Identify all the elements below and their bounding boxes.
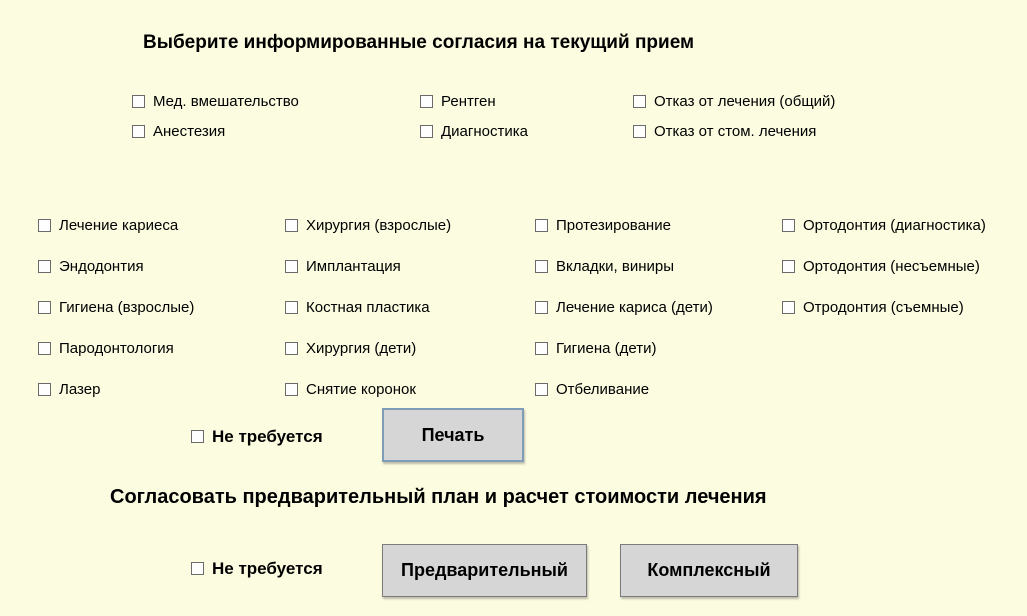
checkbox-implantation[interactable] (285, 246, 451, 287)
checkbox-label: Пародонтология (59, 340, 174, 357)
main-consents-column-3 (535, 205, 713, 410)
checkbox-box[interactable] (535, 383, 548, 396)
checkbox-box[interactable] (38, 301, 51, 314)
checkbox-prosthetics[interactable] (535, 205, 713, 246)
checkbox-label: Не требуется (212, 558, 323, 578)
top-consents-column-2 (420, 86, 528, 146)
checkbox-box[interactable] (132, 125, 145, 138)
checkbox-label: Отродонтия (съемные) (803, 299, 964, 316)
checkbox-box[interactable] (285, 383, 298, 396)
checkbox-treatment-refusal-general[interactable] (633, 86, 835, 116)
checkbox-medical-intervention[interactable] (132, 86, 299, 116)
checkbox-label: Ортодонтия (диагностика) (803, 217, 986, 234)
checkbox-label: Костная пластика (306, 299, 430, 316)
main-consents-column-2 (285, 205, 451, 410)
checkbox-label: Хирургия (дети) (306, 340, 417, 357)
checkbox-box[interactable] (191, 562, 204, 575)
checkbox-box[interactable] (633, 95, 646, 108)
checkbox-box[interactable] (420, 95, 433, 108)
checkbox-box[interactable] (782, 301, 795, 314)
checkbox-label: Рентген (441, 92, 496, 110)
print-button[interactable]: Печать (382, 408, 524, 462)
checkbox-box[interactable] (633, 125, 646, 138)
main-consents-column-4 (782, 205, 986, 328)
main-consents-column-1 (38, 205, 194, 410)
checkbox-periodontology[interactable] (38, 328, 194, 369)
checkbox-surgery-adults[interactable] (285, 205, 451, 246)
checkbox-whitening[interactable] (535, 369, 713, 410)
checkbox-box[interactable] (38, 219, 51, 232)
checkbox-box[interactable] (132, 95, 145, 108)
checkbox-caries-treatment-children[interactable] (535, 287, 713, 328)
checkbox-box[interactable] (285, 219, 298, 232)
complex-plan-button[interactable]: Комплексный (620, 544, 798, 597)
checkbox-label: Вкладки, виниры (556, 258, 674, 275)
checkbox-label: Диагностика (441, 122, 528, 140)
checkbox-box[interactable] (38, 342, 51, 355)
checkbox-box[interactable] (285, 260, 298, 273)
checkbox-caries-treatment[interactable] (38, 205, 194, 246)
checkbox-box[interactable] (38, 260, 51, 273)
checkbox-diagnostics[interactable] (420, 116, 528, 146)
checkbox-box[interactable] (535, 260, 548, 273)
checkbox-box[interactable] (535, 219, 548, 232)
checkbox-box[interactable] (420, 125, 433, 138)
checkbox-orthodontics-removable[interactable] (782, 287, 986, 328)
checkbox-label: Эндодонтия (59, 258, 144, 275)
preliminary-plan-button[interactable]: Предварительный (382, 544, 587, 597)
checkbox-crown-removal[interactable] (285, 369, 451, 410)
checkbox-box[interactable] (535, 301, 548, 314)
checkbox-label: Лечение кариса (дети) (556, 299, 713, 316)
checkbox-box[interactable] (782, 260, 795, 273)
checkbox-hygiene-children[interactable] (535, 328, 713, 369)
checkbox-label: Ортодонтия (несъемные) (803, 258, 980, 275)
checkbox-label: Мед. вмешательство (153, 92, 299, 110)
checkbox-plan-not-required[interactable] (191, 555, 323, 581)
checkbox-box[interactable] (285, 301, 298, 314)
page-title: Выберите информированные согласия на текущий прием (143, 32, 695, 53)
checkbox-label: Лечение кариеса (59, 217, 179, 234)
checkbox-box[interactable] (782, 219, 795, 232)
checkbox-label: Гигиена (дети) (556, 340, 657, 357)
checkbox-xray[interactable] (420, 86, 528, 116)
checkbox-inlays-veneers[interactable] (535, 246, 713, 287)
plan-section-heading: Согласовать предварительный план и расчет стоимости лечения (110, 486, 767, 508)
checkbox-label: Гигиена (взрослые) (59, 299, 195, 316)
checkbox-orthodontics-diagnostics[interactable] (782, 205, 986, 246)
checkbox-label: Отбеливание (556, 381, 650, 398)
top-consents-column-1 (132, 86, 299, 146)
checkbox-box[interactable] (38, 383, 51, 396)
checkbox-label: Снятие коронок (306, 381, 416, 398)
checkbox-dental-treatment-refusal[interactable] (633, 116, 835, 146)
checkbox-box[interactable] (191, 430, 204, 443)
top-consents-column-3 (633, 86, 835, 146)
checkbox-orthodontics-fixed[interactable] (782, 246, 986, 287)
checkbox-label: Отказ от стом. лечения (654, 122, 817, 140)
checkbox-laser[interactable] (38, 369, 194, 410)
checkbox-label: Отказ от лечения (общий) (654, 92, 836, 110)
checkbox-endodontics[interactable] (38, 246, 194, 287)
checkbox-box[interactable] (535, 342, 548, 355)
checkbox-label: Имплантация (306, 258, 401, 275)
checkbox-label: Хирургия (взрослые) (306, 217, 452, 234)
checkbox-label: Анестезия (153, 122, 226, 140)
checkbox-anesthesia[interactable] (132, 116, 299, 146)
checkbox-bone-grafting[interactable] (285, 287, 451, 328)
checkbox-label: Не требуется (212, 426, 323, 446)
checkbox-label: Лазер (59, 381, 101, 398)
checkbox-hygiene-adults[interactable] (38, 287, 194, 328)
checkbox-box[interactable] (285, 342, 298, 355)
checkbox-surgery-children[interactable] (285, 328, 451, 369)
checkbox-consents-not-required[interactable] (191, 423, 323, 449)
checkbox-label: Протезирование (556, 217, 671, 234)
